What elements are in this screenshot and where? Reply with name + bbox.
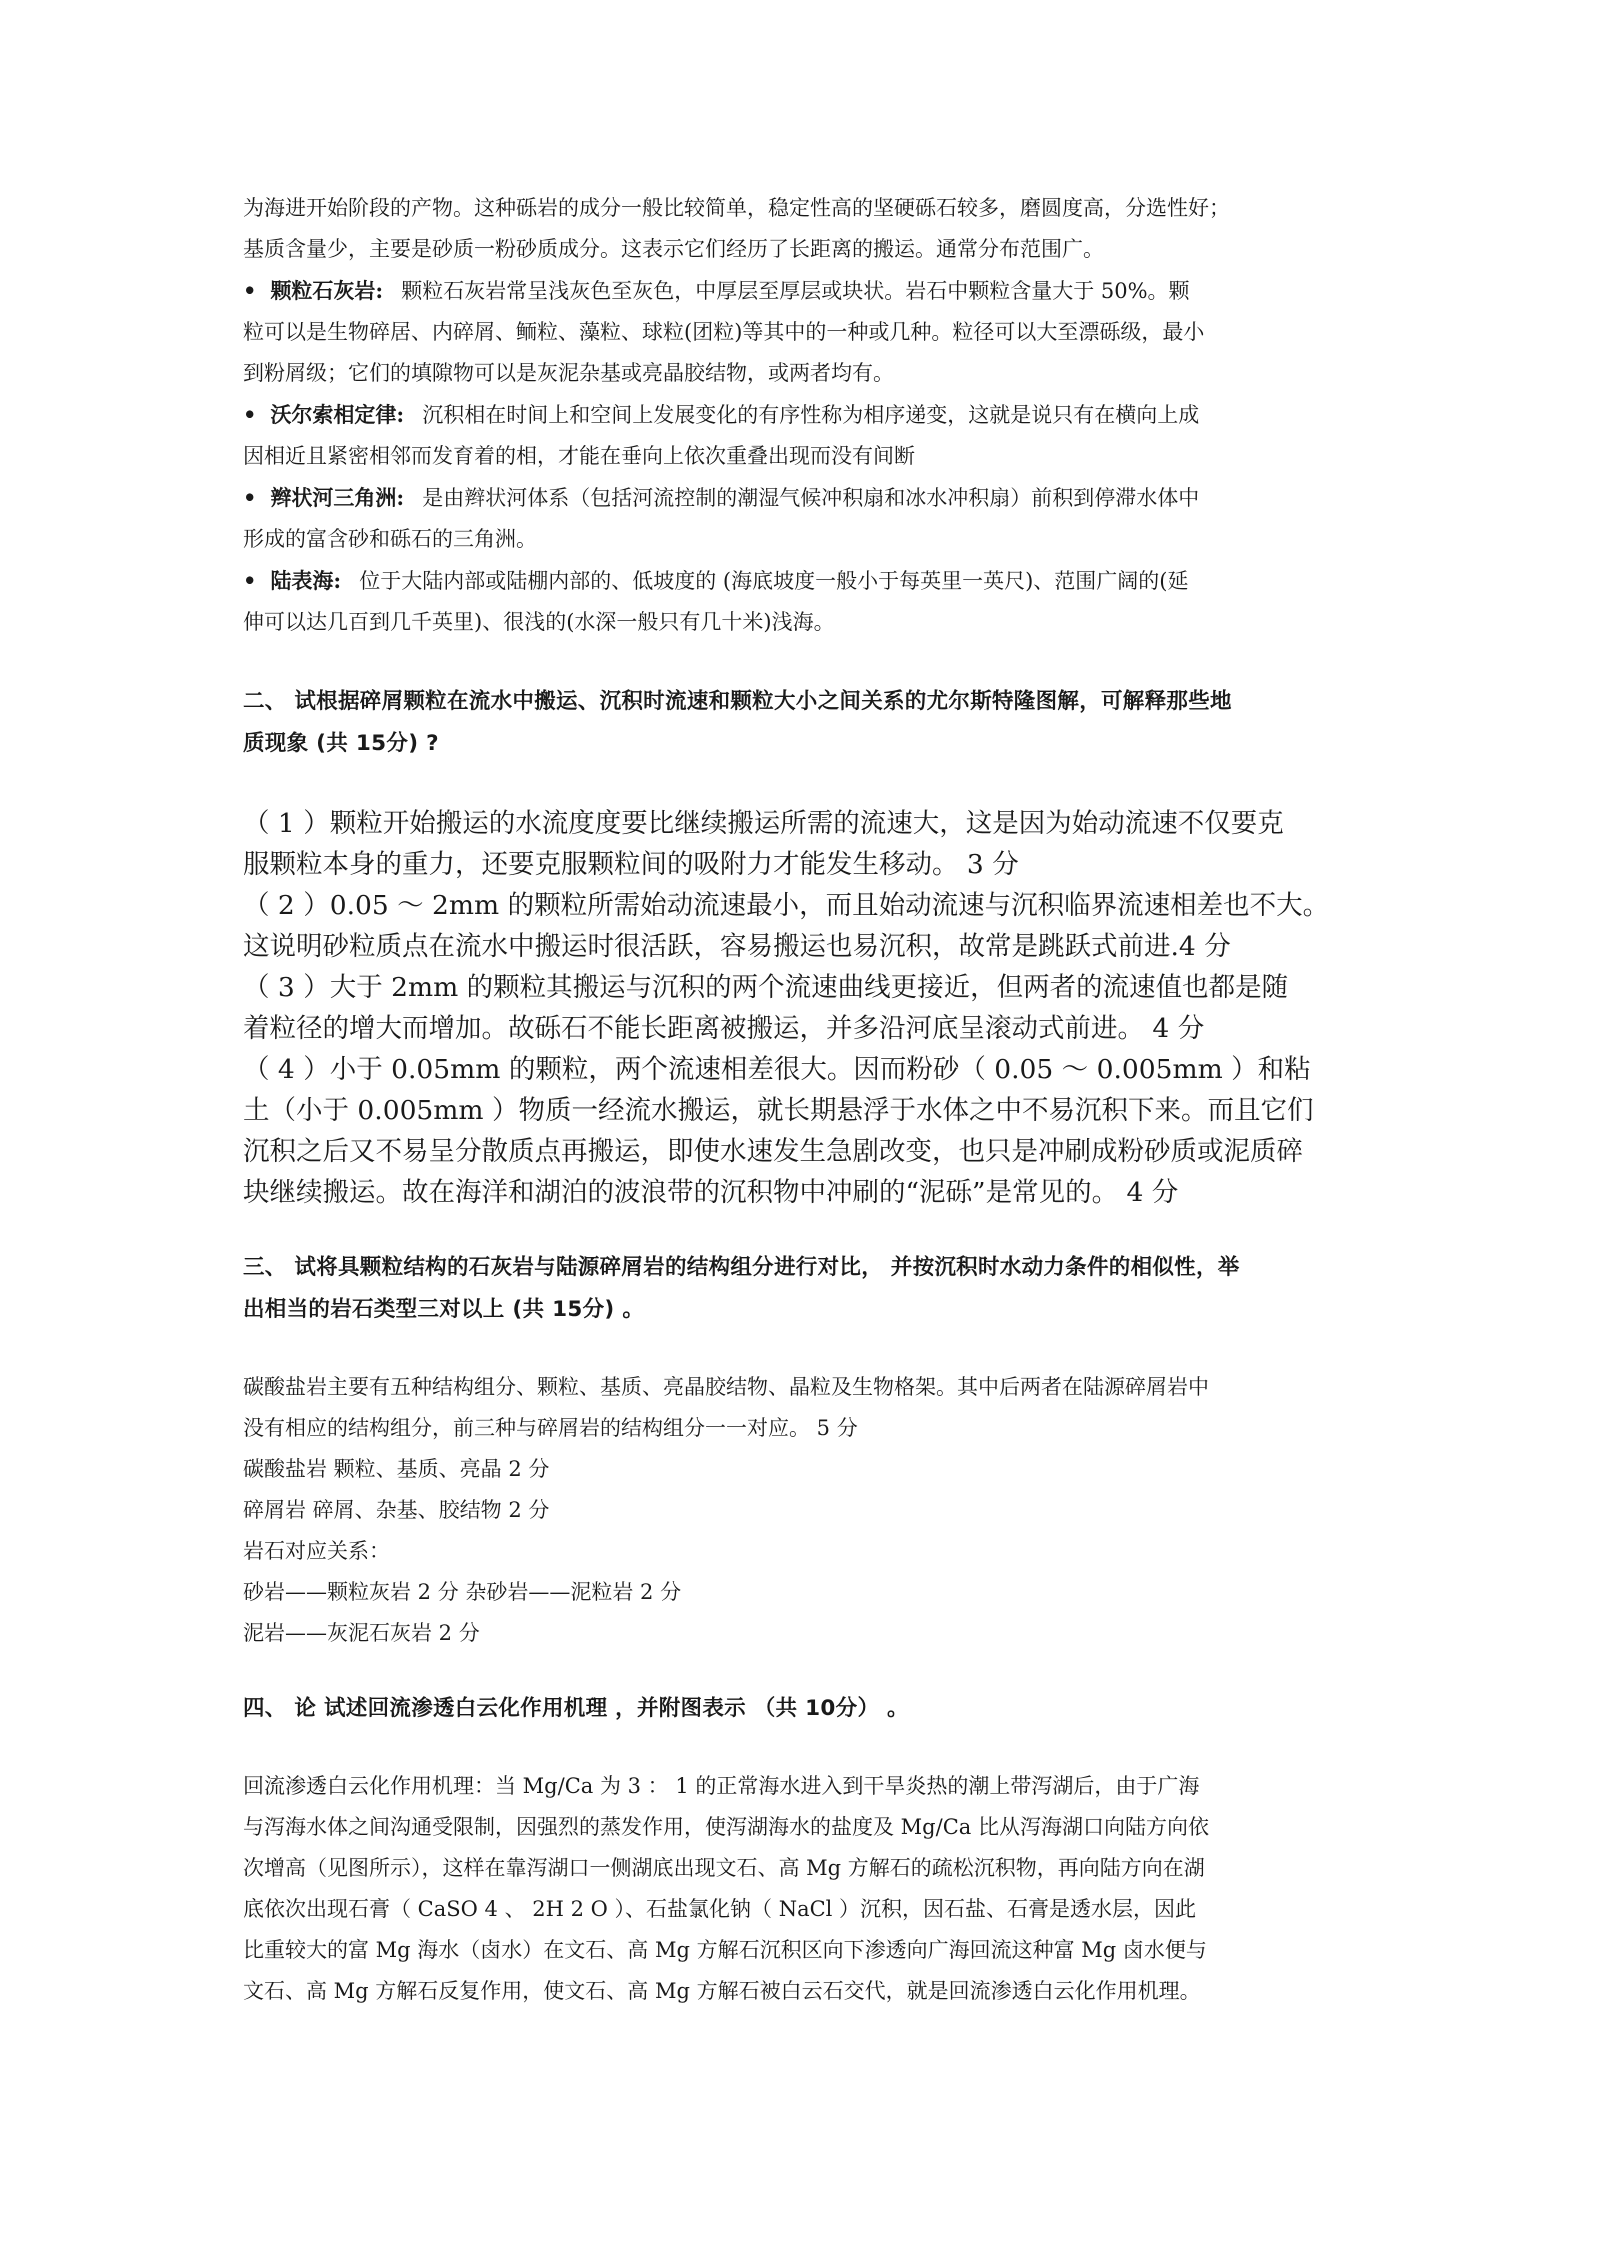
question-answer: [243, 1766, 1355, 2012]
answer-line: （ 2 ）0.05 ～ 2mm 的颗粒所需始动流速最小，而且始动流速与沉积临界流速相差也不大。: [243, 890, 1330, 921]
definition-text: 位于大陆内部或陆棚内部的、低坡度的 (海底坡度一般小于每英里一英尺)、范围广阔的(延: [359, 569, 1189, 593]
definition-term: 辫状河三角洲:: [270, 485, 405, 510]
definition-first-line: [243, 560, 1355, 602]
question-heading: 质现象 (共 15分) ?: [243, 731, 439, 756]
definition-item: [243, 394, 1355, 477]
question-answer: [243, 803, 1355, 1213]
answer-line: 泥岩——灰泥石灰岩 2 分: [243, 1621, 480, 1645]
answer-line: 土（小于 0.005mm ）物质一经流水搬运，就长期悬浮于水体之中不易沉积下来。而且它们: [243, 1095, 1314, 1126]
question-answer: [243, 1367, 1355, 1654]
answer-line: 回流渗透白云化作用机理：当 Mg/Ca 为 3 ： 1 的正常海水进入到干旱炎热的潮上带泻湖后，由于广海: [243, 1774, 1200, 1798]
answer-line: （ 3 ）大于 2mm 的颗粒其搬运与沉积的两个流速曲线更接近，但两者的流速值也都是随: [243, 972, 1289, 1003]
definition-first-line: [243, 477, 1355, 519]
question-heading: 四、 论 试述回流渗透白云化作用机理 ，并附图表示 （共 10分） 。: [243, 1696, 909, 1721]
question-heading: 三、 试将具颗粒结构的石灰岩与陆源碎屑岩的结构组分进行对比， 并按沉积时水动力条件的相似性，举: [243, 1255, 1240, 1280]
spacer: [243, 1654, 1355, 1688]
spacer: [243, 1331, 1355, 1367]
bullet-icon: •: [243, 485, 257, 510]
spacer: [243, 765, 1355, 803]
spacer: [243, 1213, 1355, 1247]
definition-text: 沉积相在时间上和空间上发展变化的有序性称为相序递变，这就是说只有在横向上成: [422, 403, 1200, 427]
answer-line: 底依次出现石膏（ CaSO 4 、 2H 2 O ）、石盐氯化钠（ NaCl ）沉积，因石盐、石膏是透水层，因此: [243, 1897, 1197, 1921]
answer-line: 块继续搬运。故在海洋和湖泊的波浪带的沉积物中冲刷的“泥砾”是常见的。 4 分: [243, 1177, 1179, 1208]
bullet-icon: •: [243, 278, 257, 303]
answer-line: 岩石对应关系：: [243, 1539, 390, 1563]
definition-term: 沃尔索相定律:: [270, 402, 405, 427]
question-heading: 二、 试根据碎屑颗粒在流水中搬运、沉积时流速和颗粒大小之间关系的尤尔斯特隆图解，可解释那些地: [243, 689, 1232, 714]
answer-line: 沉积之后又不易呈分散质点再搬运，即使水速发生急剧改变，也只是冲刷成粉砂质或泥质碎: [243, 1136, 1303, 1167]
answer-line: 次增高（见图所示），这样在靠泻湖口一侧湖底出现文石、高 Mg 方解石的疏松沉积物，再向陆方向在湖: [243, 1856, 1205, 1880]
intro-line: 基质含量少，主要是砂质一粉砂质成分。这表示它们经历了长距离的搬运。通常分布范围广。: [243, 237, 1104, 261]
answer-line: （ 4 ）小于 0.05mm 的颗粒，两个流速相差很大。因而粉砂（ 0.05 ～ 0.005mm ）和粘: [243, 1054, 1311, 1085]
answer-line: 没有相应的结构组分，前三种与碎屑岩的结构组分一一对应。 5 分: [243, 1416, 858, 1440]
answer-line: 文石、高 Mg 方解石反复作用，使文石、高 Mg 方解石被白云石交代，就是回流渗透白云化作用机理。: [243, 1979, 1201, 2003]
question-heading: 出相当的岩石类型三对以上 (共 15分) 。: [243, 1297, 645, 1322]
intro-paragraph: [243, 188, 1355, 270]
definition-term: 颗粒石灰岩:: [270, 278, 384, 303]
spacer: [243, 1730, 1355, 1766]
answer-line: 与泻海水体之间沟通受限制，因强烈的蒸发作用，使泻湖海水的盐度及 Mg/Ca 比从泻海湖口向陆方向依: [243, 1815, 1209, 1839]
answer-line: （ 1 ）颗粒开始搬运的水流度度要比继续搬运所需的流速大，这是因为始动流速不仅要克: [243, 808, 1284, 839]
definition-text: 粒可以是生物碎居、内碎屑、鲕粒、藻粒、球粒(团粒)等其中的一种或几种。粒径可以大至漂砾级，最小: [243, 320, 1205, 344]
document-body: [243, 188, 1355, 2012]
definition-item: [243, 270, 1355, 394]
definition-first-line: [243, 270, 1355, 312]
answer-line: 着粒径的增大而增加。故砾石不能长距离被搬运，并多沿河底呈滚动式前进。 4 分: [243, 1013, 1205, 1044]
definition-item: [243, 477, 1355, 560]
answer-line: 这说明砂粒质点在流水中搬运时很活跃，容易搬运也易沉积，故常是跳跃式前进.4 分: [243, 931, 1231, 962]
answer-line: 碳酸盐岩主要有五种结构组分、颗粒、基质、亮晶胶结物、晶粒及生物格架。其中后两者在陆源碎屑岩中: [243, 1375, 1209, 1399]
definition-text: 到粉屑级；它们的填隙物可以是灰泥杂基或亮晶胶结物，或两者均有。: [243, 361, 894, 385]
answer-line: 碎屑岩 碎屑、杂基、胶结物 2 分: [243, 1498, 550, 1522]
bullet-icon: •: [243, 568, 257, 593]
definition-text: 形成的富含砂和砾石的三角洲。: [243, 527, 537, 551]
answer-line: 服颗粒本身的重力，还要克服颗粒间的吸附力才能发生移动。 3 分: [243, 849, 1019, 880]
definition-text: 伸可以达几百到几千英里)、很浅的(水深一般只有几十米)浅海。: [243, 610, 835, 634]
answer-line: 碳酸盐岩 颗粒、基质、亮晶 2 分: [243, 1457, 550, 1481]
definition-text: 因相近且紧密相邻而发育着的相，才能在垂向上依次重叠出现而没有间断: [243, 444, 915, 468]
answer-line: 比重较大的富 Mg 海水（卤水）在文石、高 Mg 方解石沉积区向下渗透向广海回流这种富 Mg 卤水便与: [243, 1938, 1207, 1962]
question-3: [243, 1247, 1355, 1654]
definition-term: 陆表海:: [270, 568, 342, 593]
definition-text: 是由辫状河体系（包括河流控制的潮湿气候冲积扇和冰水冲积扇）前积到停滞水体中: [422, 486, 1200, 510]
definition-text: 颗粒石灰岩常呈浅灰色至灰色，中厚层至厚层或块状。岩石中颗粒含量大于 50%。颗: [401, 279, 1190, 303]
intro-line: 为海进开始阶段的产物。这种砾岩的成分一般比较简单，稳定性高的坚硬砾石较多，磨圆度高，分选性好；: [243, 196, 1230, 220]
question-4: [243, 1688, 1355, 2012]
spacer: [243, 643, 1355, 681]
answer-line: 砂岩——颗粒灰岩 2 分 杂砂岩——泥粒岩 2 分: [243, 1580, 682, 1604]
definition-first-line: [243, 394, 1355, 436]
definition-item: [243, 560, 1355, 643]
bullet-icon: •: [243, 402, 257, 427]
question-2: [243, 681, 1355, 1213]
